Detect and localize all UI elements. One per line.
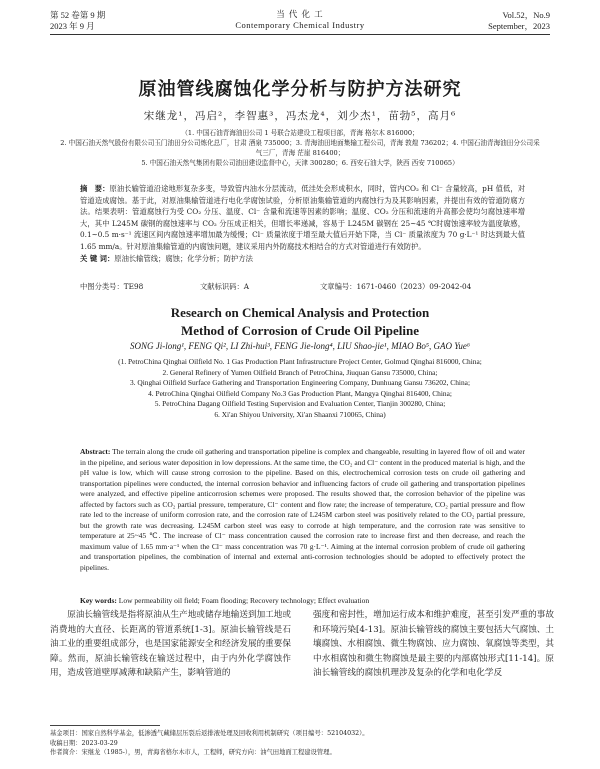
- title-en: [0, 304, 600, 340]
- title-en-line: Method of Corrosion of Crude Oil Pipeline: [180, 323, 420, 338]
- journal-name-en: Contemporary Chemical Industry: [235, 20, 365, 30]
- classification-line: [80, 281, 525, 293]
- keywords-cn-text: 原油长输管线；腐蚀；化学分析；防护方法: [114, 253, 253, 263]
- fund-note: 基金项目：国家自然科学基金，低渗透气藏储层压裂后返排液处理及回收利用机制研究（项目编号：52104032）。: [50, 730, 369, 737]
- body-text: [50, 608, 554, 720]
- document-code: 文献标识码：A: [200, 282, 250, 291]
- footnote-divider: [50, 725, 160, 726]
- affiliation-line: 2. 中国石油天然气股份有限公司玉门油田分公司炼化总厂，甘肃 酒泉 735000；3. 青海油田地面集输工程公司，青海 敦煌 736202；4. 中国石油青海油田分公司采气三厂，青海 茫崖 816400；: [60, 139, 540, 157]
- issue-date-cn: 2023 年 9 月: [50, 21, 95, 31]
- header-center: [50, 9, 550, 31]
- affiliation-en-line: 5. PetroChina Dagang Oilfield Testing Supervision and Evaluation Center, Tianjin 300280, China;: [154, 399, 446, 409]
- volume-en: Vol.52，No.9: [502, 10, 550, 20]
- issue-cn: 第 52 卷第 9 期: [50, 10, 106, 20]
- authors-cn: 宋继龙¹，冯启²，李智惠³，冯杰龙⁴，刘少杰¹，苗勃⁵，高月⁶: [143, 110, 457, 122]
- affiliation-en-line: 6. Xi'an Shiyou University, Xi'an Shaanxi 710065, China): [214, 409, 386, 419]
- body-paragraph: 强度和密封性，增加运行成本和维护难度，甚至引发严重的事故和环境污染[4-13]。原油长输管线的腐蚀主要包括大气腐蚀、土壤腐蚀、水相腐蚀、微生物腐蚀、应力腐蚀、氧腐蚀等类型，其中水相腐蚀和微生物腐蚀是最主要的内部腐蚀形式[11-14]。原油长输管线的腐蚀机理涉及复杂的化学和电化学反: [313, 610, 554, 679]
- affiliation-line: （1. 中国石油青海油田公司 1 号联合站建设工程项目部，青海 格尔木 816000；: [181, 129, 419, 137]
- abstract-cn-text: 原油长输管道沿途地形复杂多变，导致管内油水分层流动，低洼处会形成积水，同时，管内CO₂ 和 Cl⁻ 含量较高，pH 值低，对管道造成腐蚀。基于此，对原油集输管道进行电化学腐蚀试验，分析原油集输管道的内腐蚀行为及其影响因素，并提出有效的管道防腐方法。结果表明：管道腐蚀行为受 CO₂ 分压、温度、Cl⁻ 含量和流速等因素的影响；温度、CO₂ 分压和流速的升高都会使均匀腐蚀速率增大，其中 L245M 碳钢的腐蚀速率与 CO₂ 分压成正相关，但增长率递减，容易于 L245M 碳钢在 25~45 ℃时腐蚀速率较为温度敏感，0.1~0.5 m·s⁻¹ 流速区间内腐蚀速率增加最为缓慢；Cl⁻ 质量浓度于增至最大值后开始下降，当 Cl⁻ 质量浓度为 70 g·L⁻¹ 时达到最大值 1.65 mm/a。针对原油集输管道的内腐蚀问题，建议采用内外防腐技术相结合的方式对管道进行有效防护。: [80, 184, 525, 251]
- header-right: [488, 10, 550, 32]
- affiliation-en-line: 2. General Refinery of Yumen Oilfield Branch of PetroChina, Jiuquan Gansu 735000, China;: [162, 367, 438, 377]
- keywords-en-text: Low permeability oil field; Foam flooding; Recovery technology; Effect evaluation: [118, 596, 370, 605]
- footnote: [50, 729, 554, 758]
- article-number: 文章编号：1671-0460（2023）09-2042-04: [320, 282, 472, 291]
- title-en-line: Research on Chemical Analysis and Protection: [170, 305, 430, 320]
- abstract-en-label: Abstract:: [80, 447, 111, 456]
- date-en: September，2023: [488, 21, 550, 31]
- keywords-cn-label: 关 键 词：: [80, 253, 115, 263]
- authors-en: SONG Ji-long¹, FENG Qi², LI Zhi-hui³, FENG Jie-long⁴, LIU Shao-jie¹, MIAO Bo⁵, GAO Yue⁶: [129, 341, 471, 351]
- body-paragraph: 原油长输管线是指将原油从生产地或储存地输送到加工地或消费地的大直径、长距离的管道系统[1-3]。原油长输管线是石油工业的重要组成部分，也是国家能源安全和经济发展的重要保障。然而，原油长输管线在输送过程中，由于内外化学腐蚀作用，造成管道壁厚减薄和缺陷产生，影响管道的: [50, 610, 291, 679]
- affiliation-en-line: 4. PetroChina Qinghai Oilfield Company No.3 Gas Production Plant, Mangya Qinghai 816400, China;: [148, 388, 452, 398]
- affiliation-en-line: 3. Qinghai Oilfield Surface Gathering and Transportation Engineering Company, Dunhuang Gansu 736202, China;: [129, 378, 471, 388]
- journal-name-cn: 当 代 化 工: [276, 9, 324, 19]
- abstract-cn-label: 摘 要：: [80, 184, 110, 193]
- abstract-en: [80, 447, 525, 573]
- keywords-en: [80, 596, 525, 607]
- keywords-cn: [80, 253, 525, 265]
- journal-header: [50, 6, 550, 35]
- title-cn: 原油管线腐蚀化学分析与防护方法研究: [138, 79, 462, 100]
- affiliations-cn: [60, 128, 540, 168]
- affiliations-en: [60, 357, 540, 421]
- clc-number: 中图分类号：TE98: [80, 282, 144, 291]
- abstract-cn: [80, 183, 525, 264]
- received-date: 收稿日期：2023-03-29: [50, 739, 118, 747]
- affiliation-line: 5. 中国石油天然气集团有限公司油田建设监督中心，天津 300280；6. 西安石油大学，陕西 西安 710065）: [141, 159, 459, 167]
- abstract-en-text: The terrain along the crude oil gathering and transportation pipeline is complex and changeable, resulting in layered flow of oil and water in the pipeline, and serious water deposition in low depressions. At the same time, the CO₂ and Cl⁻ content in the produced material is high, and the pH value is low, which will cause strong corrosion to the pipeline. Based on this, electrochemical corrosion tests on crude oil gathering and transportation pipelines were conducted, the internal corrosion behavior and influencing factors of crude oil gathering and transportation pipelines were analyzed, and effective pipeline anticorrosion schemes were proposed. The results showed that, the corrosion behavior of the pipeline was affected by factors such as CO₂ partial pressure, temperature, Cl⁻ content and flow rate; the increase of temperature, CO₂ partial pressure and flow rate led to the increase of uniform corrosion rate, and the corrosion rate of L245M carbon steel was positively related to the CO₂ partial pressure, but the growth rate was decreasing. L245M carbon steel was easy to corrode at high temperature, and the corrosion rate was sensitive to temperature at 25~45 ℃. The increase of Cl⁻ mass concentration caused the corrosion rate to increase first and then decrease, and reach the maximum value of 1.65 mm·a⁻¹ when the Cl⁻ mass concentration was 70 g·L⁻¹. Aiming at the internal corrosion problem of crude oil gathering and transportation pipelines, the combination of internal and external anti-corrosion technologies should be adopted to effectively protect the pipelines.: [80, 447, 525, 572]
- affiliation-en-line: (1. PetroChina Qinghai Oilfield No. 1 Gas Production Plant Infrastructure Project Center, Golmud Qinghai 816000, China;: [118, 357, 482, 366]
- keywords-en-label: Key words:: [80, 596, 117, 605]
- author-bio: 作者简介：宋继龙（1985-），男，青海省格尔木市人，工程师，研究方向：油气田地面工程建设管理。: [50, 749, 336, 757]
